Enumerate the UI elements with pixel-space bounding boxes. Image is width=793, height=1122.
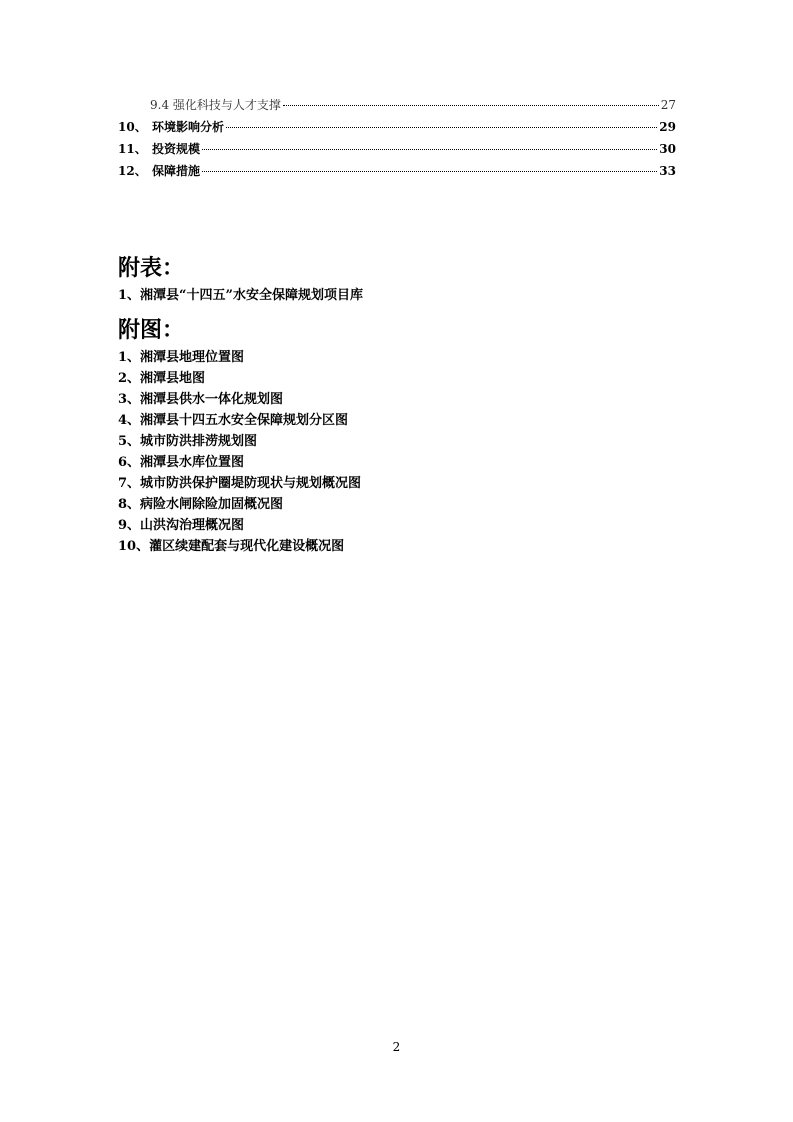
toc-entry-title: 投资规模 (152, 142, 201, 156)
appendix-tables-heading: 附表： (118, 255, 185, 281)
toc-entry-title: 保障措施 (152, 164, 201, 178)
toc-entry-number: 11、 (118, 142, 147, 156)
toc-entry[interactable] (118, 96, 676, 118)
appendix-tables-list (118, 285, 363, 306)
list-item: 3、湘潭县供水一体化规划图 (118, 392, 284, 407)
appendix-figures-heading: 附图： (118, 317, 185, 343)
list-item: 9、山洪沟治理概况图 (118, 518, 245, 533)
table-of-contents (118, 96, 676, 184)
list-item: 1、湘潭县“十四五”水安全保障规划项目库 (118, 288, 364, 303)
list-item: 8、病险水闸除险加固概况图 (118, 497, 284, 512)
toc-entry[interactable] (118, 162, 676, 184)
toc-entry-page: 27 (660, 98, 676, 112)
toc-entry[interactable] (118, 140, 676, 162)
toc-entry-number: 12、 (118, 164, 147, 178)
list-item: 10、灌区续建配套与现代化建设概况图 (118, 539, 345, 554)
toc-entry-title: 9.4 强化科技与人才支撑 (150, 98, 281, 112)
list-item: 2、湘潭县地图 (118, 371, 206, 386)
toc-leader-dots (202, 171, 657, 172)
toc-entry-page: 33 (659, 164, 676, 178)
toc-entry-page: 30 (659, 142, 676, 156)
list-item: 1、湘潭县地理位置图 (118, 350, 245, 365)
list-item: 7、城市防洪保护圈堤防现状与规划概况图 (118, 476, 362, 491)
toc-leader-dots (283, 105, 659, 106)
page-number: 2 (392, 1040, 401, 1054)
toc-entry[interactable] (118, 118, 676, 140)
list-item: 4、湘潭县十四五水安全保障规划分区图 (118, 413, 349, 428)
toc-entry-page: 29 (659, 120, 676, 134)
list-item: 5、城市防洪排涝规划图 (118, 434, 258, 449)
list-item: 6、湘潭县水库位置图 (118, 455, 245, 470)
appendix-figures-list (118, 347, 361, 557)
toc-entry-number: 10、 (118, 120, 147, 134)
toc-entry-title: 环境影响分析 (152, 120, 225, 134)
toc-leader-dots (202, 149, 657, 150)
toc-leader-dots (226, 127, 657, 128)
